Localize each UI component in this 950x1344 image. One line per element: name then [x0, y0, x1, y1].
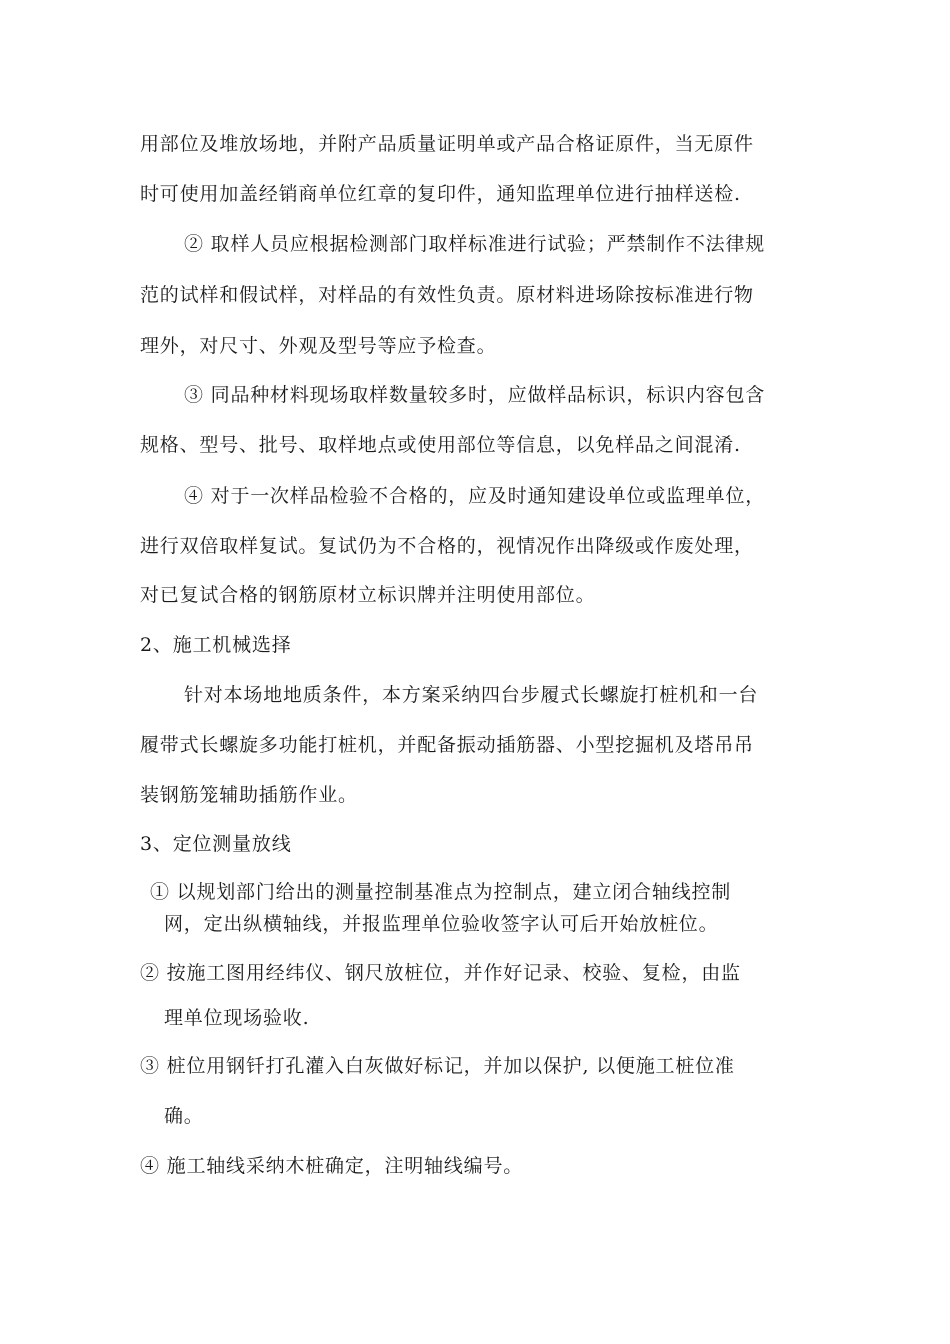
text-line-6: ③ 同品种材料现场取样数量较多时，应做样品标识，标识内容包含 [184, 384, 766, 406]
text-line-13: 履带式长螺旋多功能打桩机，并配备振动插筋器、小型挖掘机及塔吊吊 [140, 734, 754, 756]
text-line-7: 规格、型号、批号、取样地点或使用部位等信息，以免样品之间混淆. [140, 434, 741, 456]
text-line-2: 时可使用加盖经销商单位红章的复印件，通知监理单位进行抽样送检. [140, 183, 741, 205]
text-line-18: ② 按施工图用经纬仪、钢尺放桩位，并作好记录、校验、复检，由监 [140, 962, 741, 984]
text-line-21: 确。 [164, 1105, 204, 1127]
text-line-17: 网，定出纵横轴线，并报监理单位验收签字认可后开始放桩位。 [164, 913, 719, 935]
text-line-8: ④ 对于一次样品检验不合格的，应及时通知建设单位或监理单位， [184, 485, 766, 507]
text-line-20: ③ 桩位用钢钎打孔灌入白灰做好标记，并加以保护, 以便施工桩位准 [140, 1055, 735, 1077]
text-line-12: 针对本场地地质条件，本方案采纳四台步履式长螺旋打桩机和一台 [184, 684, 759, 706]
text-line-4: 范的试样和假试样，对样品的有效性负责。原材料进场除按标准进行物 [140, 284, 754, 306]
text-line-19: 理单位现场验收. [164, 1007, 310, 1029]
text-line-9: 进行双倍取样复试。复试仍为不合格的，视情况作出降级或作废处理， [140, 535, 754, 557]
text-line-1: 用部位及堆放场地，并附产品质量证明单或产品合格证原件，当无原件 [140, 133, 754, 155]
text-line-3: ② 取样人员应根据检测部门取样标准进行试验；严禁制作不法律规 [184, 233, 766, 255]
section-heading-3: 3、定位测量放线 [140, 833, 292, 855]
text-line-5: 理外，对尺寸、外观及型号等应予检查。 [140, 335, 497, 357]
text-line-16: ① 以规划部门给出的测量控制基准点为控制点，建立闭合轴线控制 [150, 881, 732, 903]
text-line-14: 装钢筋笼辅助插筋作业。 [140, 784, 358, 806]
text-line-22: ④ 施工轴线采纳木桩确定，注明轴线编号。 [140, 1155, 524, 1177]
text-line-10: 对已复试合格的钢筋原材立标识牌并注明使用部位。 [140, 584, 596, 606]
section-heading-2: 2、施工机械选择 [140, 634, 292, 656]
